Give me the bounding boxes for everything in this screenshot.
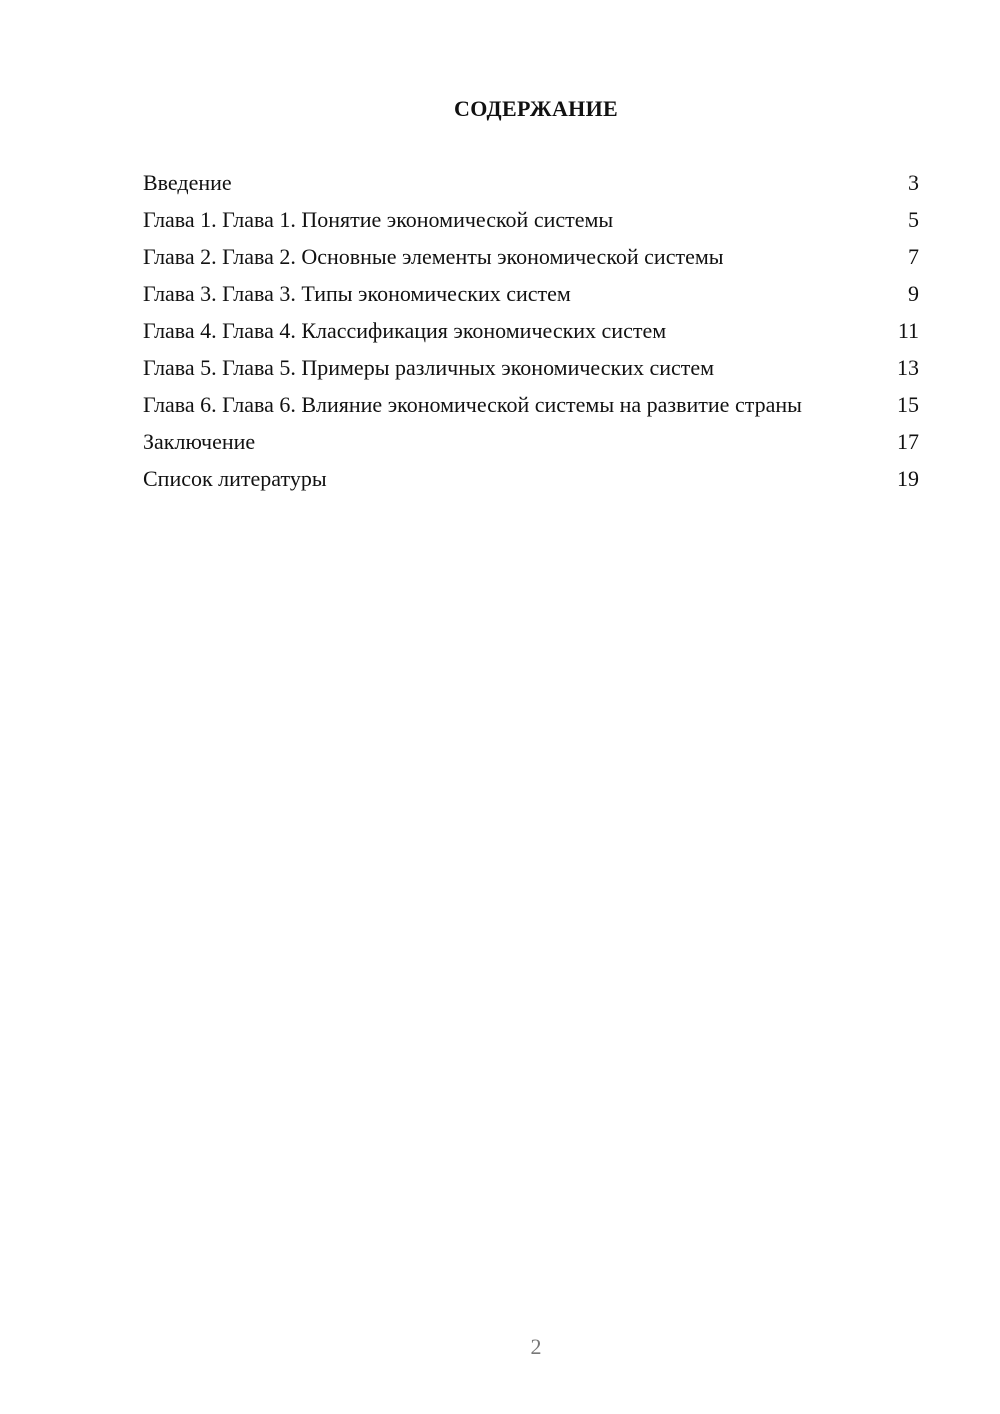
toc-entry-chapter-6[interactable] — [143, 392, 919, 418]
toc-entry-label: Заключение — [143, 429, 256, 454]
toc-entry-chapter-1[interactable] — [143, 207, 919, 233]
toc-entry-page: 9 — [908, 281, 919, 306]
toc-entry-introduction[interactable] — [143, 170, 919, 196]
toc-entry-chapter-2[interactable] — [143, 244, 919, 270]
table-of-contents — [143, 170, 919, 503]
toc-entry-page: 17 — [897, 429, 919, 454]
toc-entry-label: Глава 6. Глава 6. Влияние экономической системы на развитие страны — [143, 392, 802, 417]
toc-entry-page: 11 — [897, 318, 919, 343]
page-title: СОДЕРЖАНИЕ — [454, 96, 618, 121]
toc-entry-label: Глава 1. Глава 1. Понятие экономической системы — [143, 207, 614, 232]
toc-entry-conclusion[interactable] — [143, 429, 919, 455]
toc-entry-label: Глава 2. Глава 2. Основные элементы экономической системы — [143, 244, 724, 269]
page-number: 2 — [530, 1334, 542, 1359]
toc-entry-page: 5 — [908, 207, 919, 232]
toc-entry-chapter-5[interactable] — [143, 355, 919, 381]
toc-entry-label: Список литературы — [143, 466, 327, 491]
toc-entry-label: Введение — [143, 170, 232, 195]
toc-entry-page: 13 — [897, 355, 919, 380]
toc-entry-chapter-3[interactable] — [143, 281, 919, 307]
toc-entry-chapter-4[interactable] — [143, 318, 919, 344]
toc-entry-page: 3 — [908, 170, 919, 195]
toc-entry-label: Глава 3. Глава 3. Типы экономических систем — [143, 281, 571, 306]
toc-entry-page: 19 — [897, 466, 919, 491]
toc-entry-references[interactable] — [143, 466, 919, 492]
toc-entry-page: 15 — [897, 392, 919, 417]
toc-entry-label: Глава 4. Глава 4. Классификация экономических систем — [143, 318, 667, 343]
toc-entry-page: 7 — [908, 244, 919, 269]
toc-entry-label: Глава 5. Глава 5. Примеры различных экономических систем — [143, 355, 715, 380]
